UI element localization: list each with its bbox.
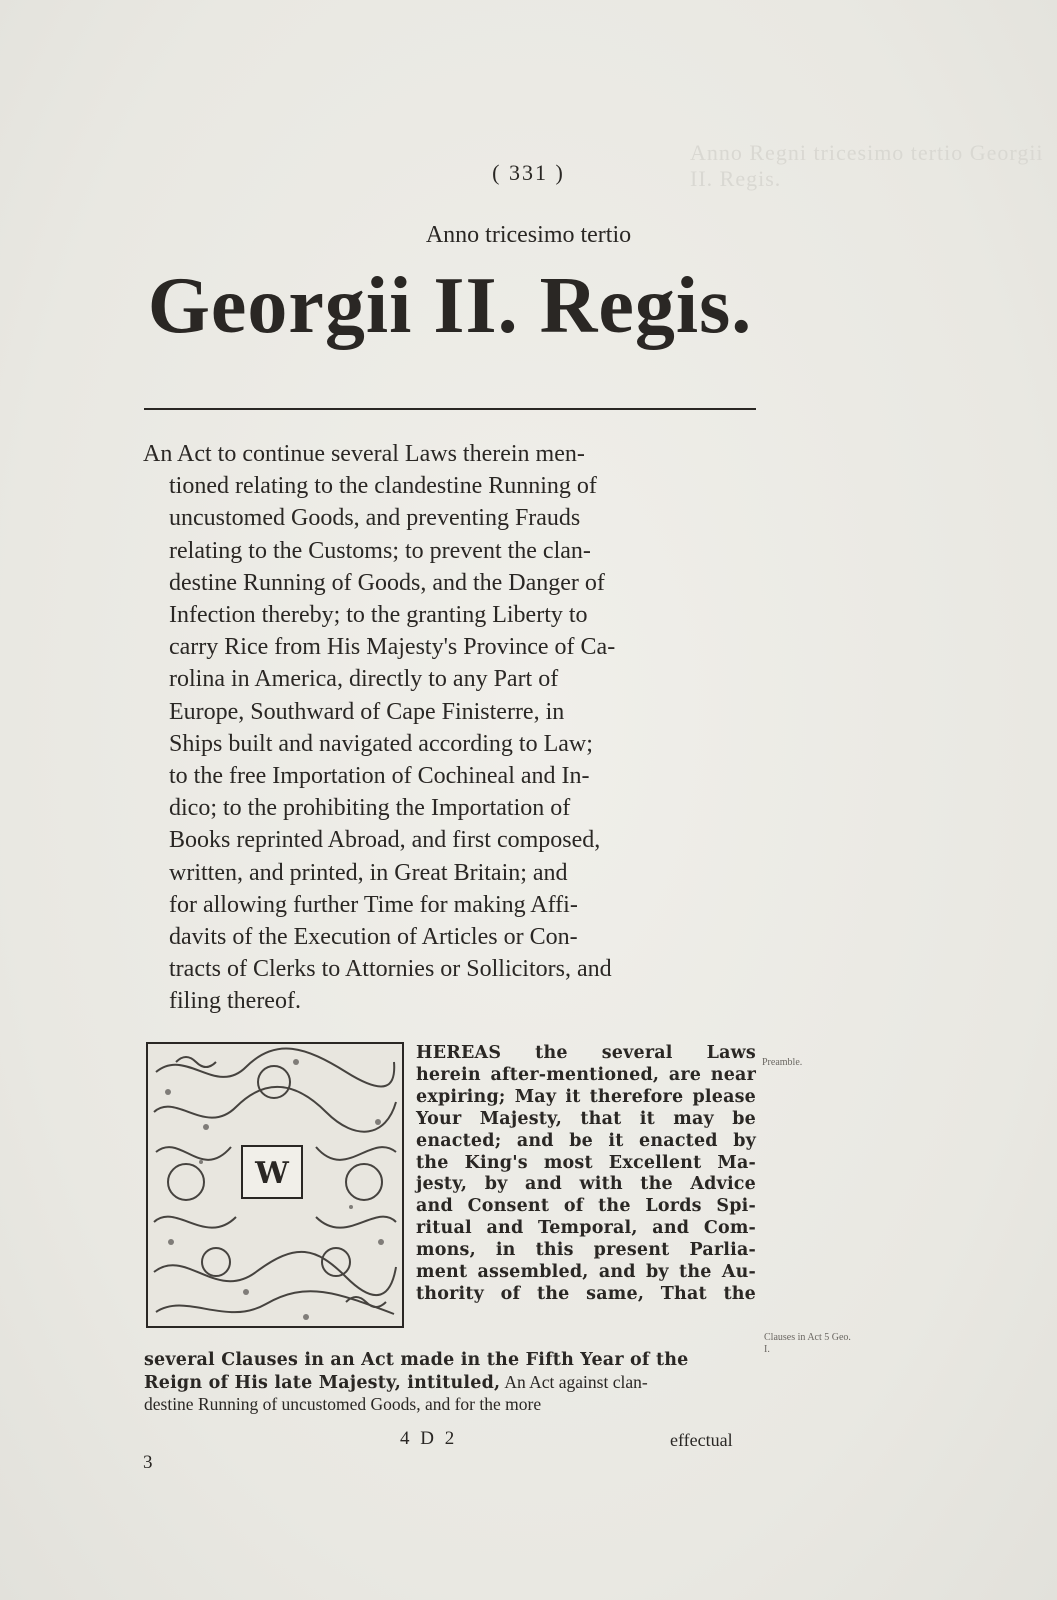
body-line: HEREAS the several Laws — [416, 1043, 756, 1063]
body-line: and Consent of the Lords Spi- — [416, 1196, 756, 1217]
title-line: rolina in America, directly to any Part of — [169, 666, 559, 693]
act-body — [416, 1043, 756, 1306]
heading-large: Georgii II. Regis. — [147, 262, 753, 350]
title-line: tracts of Clerks to Attornies or Sollicitors, and — [169, 956, 612, 983]
body-line: Your Majesty, that it may be — [416, 1108, 756, 1129]
body-roman-segment: An Act against clan- — [504, 1372, 648, 1392]
act-title — [143, 438, 755, 1018]
catchword: effectual — [670, 1430, 733, 1450]
title-line: Books reprinted Abroad, and first composed, — [169, 827, 601, 854]
body-line: herein after-mentioned, are near — [416, 1064, 756, 1085]
heading-rule — [144, 408, 756, 410]
body-continuation-line — [144, 1372, 756, 1393]
title-line: filing thereof. — [169, 988, 301, 1015]
body-line: ment assembled, and by the Au- — [416, 1262, 756, 1283]
title-line: dico; to the prohibiting the Importation of — [169, 795, 571, 822]
title-line: carry Rice from His Majesty's Province of Ca- — [169, 634, 616, 661]
title-line: davits of the Execution of Articles or Con- — [169, 924, 578, 951]
body-line: expiring; May it therefore please — [416, 1086, 756, 1107]
title-line: An Act to continue several Laws therein men- — [143, 441, 585, 467]
title-line: uncustomed Goods, and preventing Frauds — [169, 505, 581, 532]
body-blackletter-segment: Reign of His late Majesty, intituled, — [144, 1373, 501, 1393]
body-continuation-line: destine Running of uncustomed Goods, and for the more — [144, 1394, 542, 1414]
margin-note-preamble: Preamble. — [762, 1057, 803, 1068]
body-continuation-line: several Clauses in an Act made in the Fifth Year of the — [144, 1350, 689, 1370]
body-line: jesty, by and with the Advice — [416, 1174, 756, 1195]
title-line: written, and printed, in Great Britain; and — [169, 859, 568, 886]
body-line: enacted; and be it enacted by — [416, 1130, 756, 1151]
margin-note-clauses: Clauses in Act 5 Geo. I. — [764, 1332, 851, 1355]
initial-letter: W — [255, 1156, 289, 1191]
title-line: Infection thereby; to the granting Liberty to — [169, 602, 588, 629]
heading-small: Anno tricesimo tertio — [425, 222, 632, 248]
title-line: destine Running of Goods, and the Danger of — [169, 569, 605, 596]
title-line: relating to the Customs; to prevent the clan- — [169, 537, 591, 564]
body-line: ritual and Temporal, and Com- — [416, 1218, 756, 1239]
title-line: for allowing further Time for making Affi- — [169, 891, 578, 918]
show-through-text: Anno Regni tricesimo tertio Georgii II. Regis. — [690, 140, 1044, 191]
body-line: thority of the same, That the — [416, 1283, 756, 1304]
body-line: the King's most Excellent Ma- — [416, 1152, 756, 1173]
page-number: ( 331 ) — [492, 160, 565, 185]
signature-mark: 4 D 2 — [400, 1428, 458, 1449]
gathering-number: 3 — [143, 1452, 153, 1473]
title-line: Ships built and navigated according to Law; — [169, 730, 593, 757]
title-line: to the free Importation of Cochineal and In- — [169, 763, 590, 790]
decorated-initial — [146, 1042, 404, 1328]
body-line: mons, in this present Parlia- — [416, 1240, 756, 1261]
title-line: tioned relating to the clandestine Running of — [169, 473, 597, 500]
title-line: Europe, Southward of Cape Finisterre, in — [169, 698, 565, 725]
